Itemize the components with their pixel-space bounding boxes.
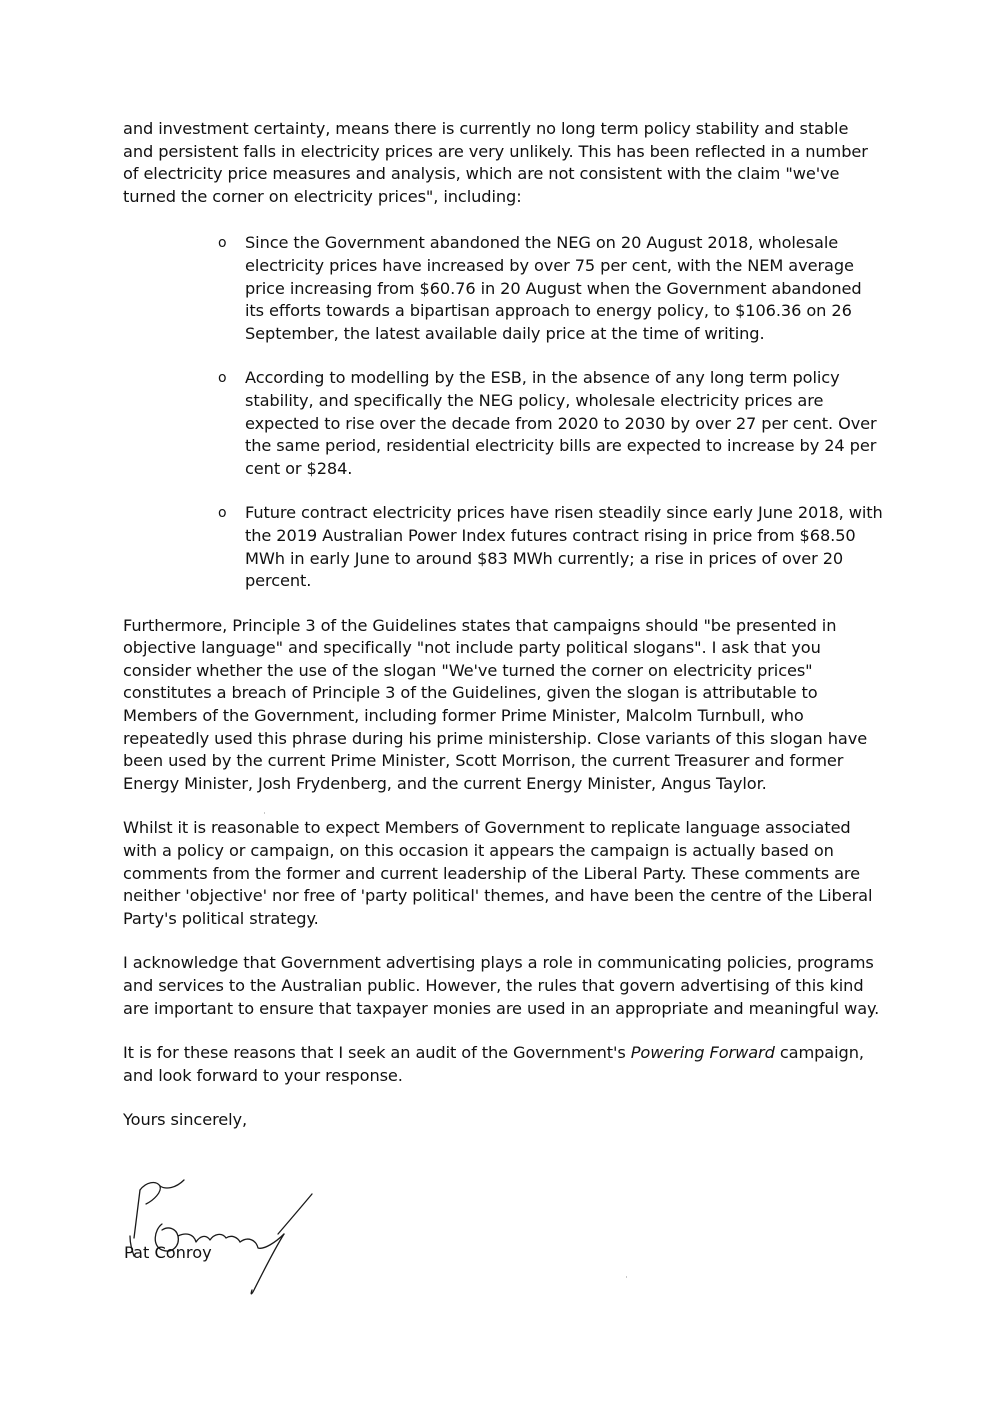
bullet-circle-icon: o bbox=[218, 505, 227, 522]
advertising-paragraph: I acknowledge that Government advertising plays a role in communicating policies, programs and services to the Australian public. However, the rules that govern advertising of this kind are important to ensure that taxpayer monies are used in an appropriate and meaningful way. bbox=[123, 953, 880, 1018]
evidence-list bbox=[123, 232, 883, 592]
principle-paragraph: Furthermore, Principle 3 of the Guidelines states that campaigns should "be presented in objective language" and specifically "not include party political slogans". I ask that you consider whether the use of the slogan "We've turned the corner on electricity prices" constitutes a breach of Principle 3 of the Guidelines, given the slogan is attributable to Members of the Government, including former Prime Minister, Malcolm Turnbull, who repeatedly used this phrase during his prime ministership. Close variants of this slogan have been used by the current Prime Minister, Scott Morrison, the current Treasurer and former Energy Minister, Josh Frydenberg, and the current Energy Minister, Angus Taylor. bbox=[123, 615, 868, 793]
request-paragraph bbox=[123, 1042, 883, 1087]
bullet-circle-icon: o bbox=[218, 370, 227, 387]
handwritten-signature bbox=[116, 1170, 336, 1300]
letter-body bbox=[123, 118, 883, 1132]
list-item bbox=[123, 232, 883, 345]
bullet-text: According to modelling by the ESB, in the absence of any long term policy stability, and specifically the NEG policy, wholesale electricity prices are expected to rise over the decade from 2020 to 2030 by over 27 per cent. Over the same period, residential electricity bills are expected to increase by 24 per cent or $284. bbox=[245, 368, 877, 478]
bullet-text: Future contract electricity prices have risen steadily since early June 2018, with the 2019 Australian Power Index futures contract rising in price from $68.50 MWh in early June to around $83 MWh currently; a rise in prices of over 20 percent. bbox=[245, 503, 883, 591]
language-paragraph: Whilst it is reasonable to expect Members of Government to replicate language associated with a policy or campaign, on this occasion it appears the campaign is actually based on comments from the former and current leadership of the Liberal Party. These comments are neither 'objective' nor free of 'party political' themes, and have been the centre of the Liberal Party's political strategy. bbox=[123, 818, 873, 928]
campaign-name: Powering Forward bbox=[630, 1043, 775, 1063]
list-item bbox=[123, 502, 883, 592]
bullet-text: Since the Government abandoned the NEG on 20 August 2018, wholesale electricity prices have increased by over 75 per cent, with the NEM average price increasing from $60.76 in 20 August when the Government abandoned its efforts towards a bipartisan approach to energy policy, to $106.36 on 26 September, the latest available daily price at the time of writing. bbox=[245, 233, 862, 343]
intro-paragraph: and investment certainty, means there is currently no long term policy stability and stable and persistent falls in electricity prices are very unlikely. This has been reflected in a number of electricity price measures and analysis, which are not consistent with the claim "we've turned the corner on electricity prices", including: bbox=[123, 119, 868, 206]
scan-speck bbox=[626, 1276, 627, 1278]
bullet-circle-icon: o bbox=[218, 235, 227, 252]
scan-speck bbox=[264, 812, 265, 814]
signatory-name: Pat Conroy bbox=[124, 1243, 212, 1262]
closing-salutation: Yours sincerely, bbox=[123, 1110, 248, 1130]
request-text-before: It is for these reasons that I seek an audit of the Government's bbox=[123, 1043, 631, 1063]
request-text-after: campaign, and look forward to your response. bbox=[123, 1043, 864, 1085]
signature-block bbox=[116, 1170, 336, 1300]
list-item bbox=[123, 367, 883, 480]
